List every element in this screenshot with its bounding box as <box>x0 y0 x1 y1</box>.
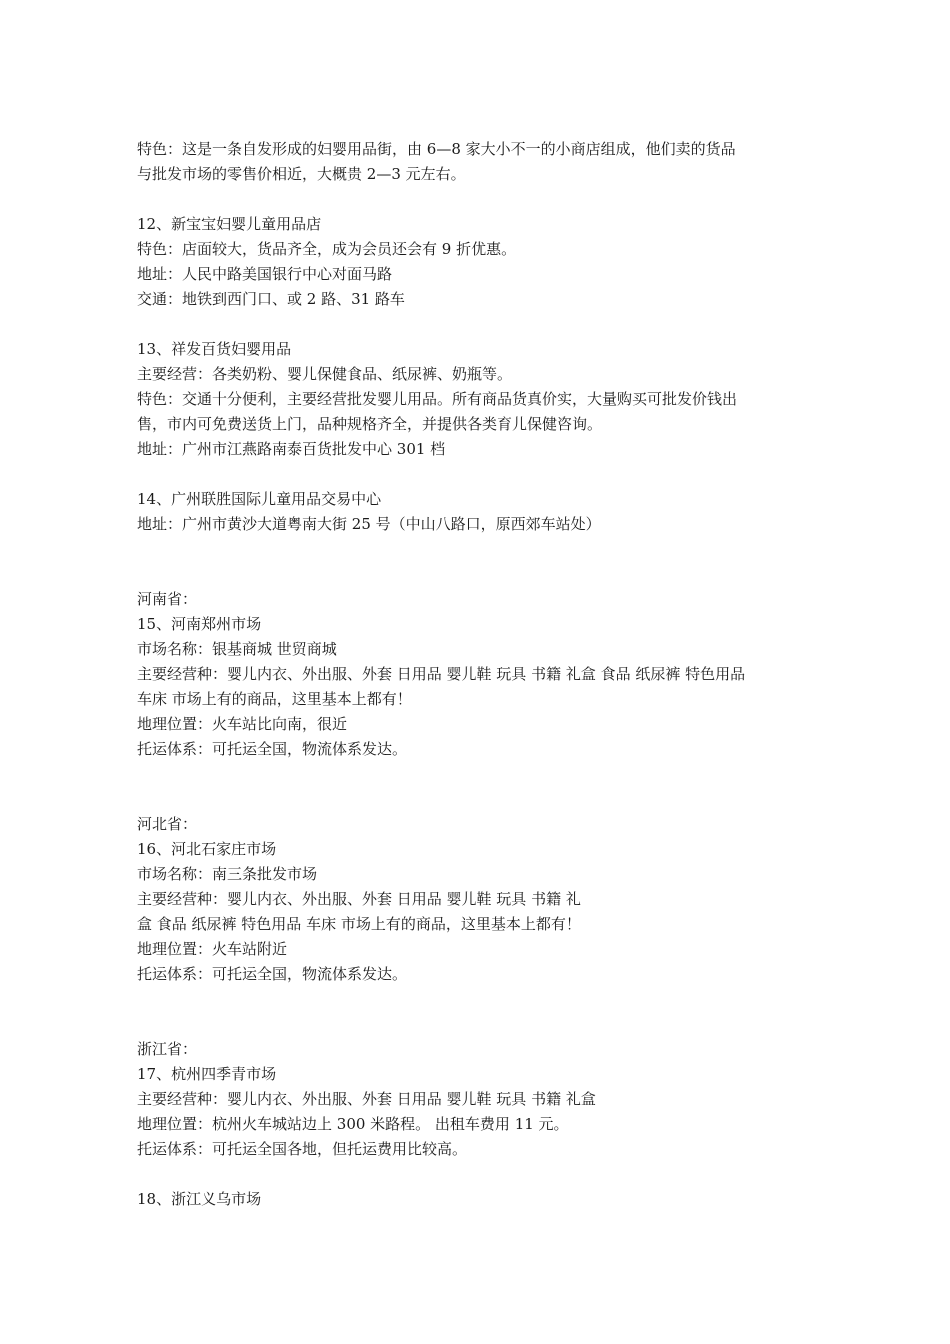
section-12-feature: 特色：店面较大，货品齐全，成为会员还会有 9 折优惠。 <box>137 240 517 258</box>
section-15-goods-line-1: 主要经营种：婴儿内衣、外出服、外套 日用品 婴儿鞋 玩具 书籍 礼盒 食品 纸尿裤 特色用品 <box>137 665 746 683</box>
section-14-address: 地址：广州市黄沙大道粤南大街 25 号（中山八路口，原西郊车站处） <box>137 515 601 533</box>
section-15-location: 地理位置：火车站比向南，很近 <box>137 715 348 733</box>
section-16-market: 市场名称：南三条批发市场 <box>137 865 318 883</box>
blank-line <box>137 462 827 487</box>
section-15-shipping: 托运体系：可托运全国，物流体系发达。 <box>137 740 408 758</box>
section-13-feature-line-1: 特色：交通十分便利，主要经营批发婴儿用品。所有商品货真价实，大量购买可批发价钱出 <box>137 390 738 408</box>
section-16-shipping: 托运体系：可托运全国，物流体系发达。 <box>137 965 408 983</box>
section-15-goods-line-2: 车床 市场上有的商品，这里基本上都有！ <box>137 690 412 708</box>
section-13-feature-line-2: 售，市内可免费送货上门，品种规格齐全，并提供各类育儿保健咨询。 <box>137 415 603 433</box>
blank-line <box>137 1162 827 1187</box>
section-16-title: 16、河北石家庄市场 <box>137 840 277 858</box>
section-16-location: 地理位置：火车站附近 <box>137 940 288 958</box>
section-18-title: 18、浙江义乌市场 <box>137 1190 262 1208</box>
section-17-location: 地理位置：杭州火车城站边上 300 米路程。 出租车费用 11 元。 <box>137 1115 569 1133</box>
section-16-goods-line-2: 盒 食品 纸尿裤 特色用品 车床 市场上有的商品，这里基本上都有！ <box>137 915 581 933</box>
intro-feature-line-2: 与批发市场的零售价相近，大概贵 2—3 元左右。 <box>137 165 466 183</box>
province-zhejiang: 浙江省： <box>137 1040 198 1058</box>
section-13-title: 13、祥发百货妇婴用品 <box>137 340 292 358</box>
document-body <box>137 137 827 1212</box>
blank-line <box>137 187 827 212</box>
province-hebei: 河北省： <box>137 815 198 833</box>
section-17-title: 17、杭州四季青市场 <box>137 1065 277 1083</box>
section-14-title: 14、广州联胜国际儿童用品交易中心 <box>137 490 382 508</box>
blank-lines <box>137 537 827 587</box>
section-15-title: 15、河南郑州市场 <box>137 615 262 633</box>
section-16-goods-line-1: 主要经营种：婴儿内衣、外出服、外套 日用品 婴儿鞋 玩具 书籍 礼 <box>137 890 581 908</box>
section-17-goods: 主要经营种：婴儿内衣、外出服、外套 日用品 婴儿鞋 玩具 书籍 礼盒 <box>137 1090 596 1108</box>
section-15-market: 市场名称：银基商城 世贸商城 <box>137 640 337 658</box>
blank-lines <box>137 762 827 812</box>
blank-line <box>137 312 827 337</box>
blank-lines <box>137 987 827 1037</box>
section-13-business: 主要经营：各类奶粉、婴儿保健食品、纸尿裤、奶瓶等。 <box>137 365 513 383</box>
province-henan: 河南省： <box>137 590 198 608</box>
section-13-address: 地址：广州市江燕路南泰百货批发中心 301 档 <box>137 440 446 458</box>
intro-feature-line-1: 特色：这是一条自发形成的妇婴用品街，由 6—8 家大小不一的小商店组成，他们卖的货品 <box>137 140 736 158</box>
section-12-transport: 交通：地铁到西门口、或 2 路、31 路车 <box>137 290 405 308</box>
section-17-shipping: 托运体系：可托运全国各地，但托运费用比较高。 <box>137 1140 468 1158</box>
section-12-address: 地址：人民中路美国银行中心对面马路 <box>137 265 393 283</box>
section-12-title: 12、新宝宝妇婴儿童用品店 <box>137 215 322 233</box>
